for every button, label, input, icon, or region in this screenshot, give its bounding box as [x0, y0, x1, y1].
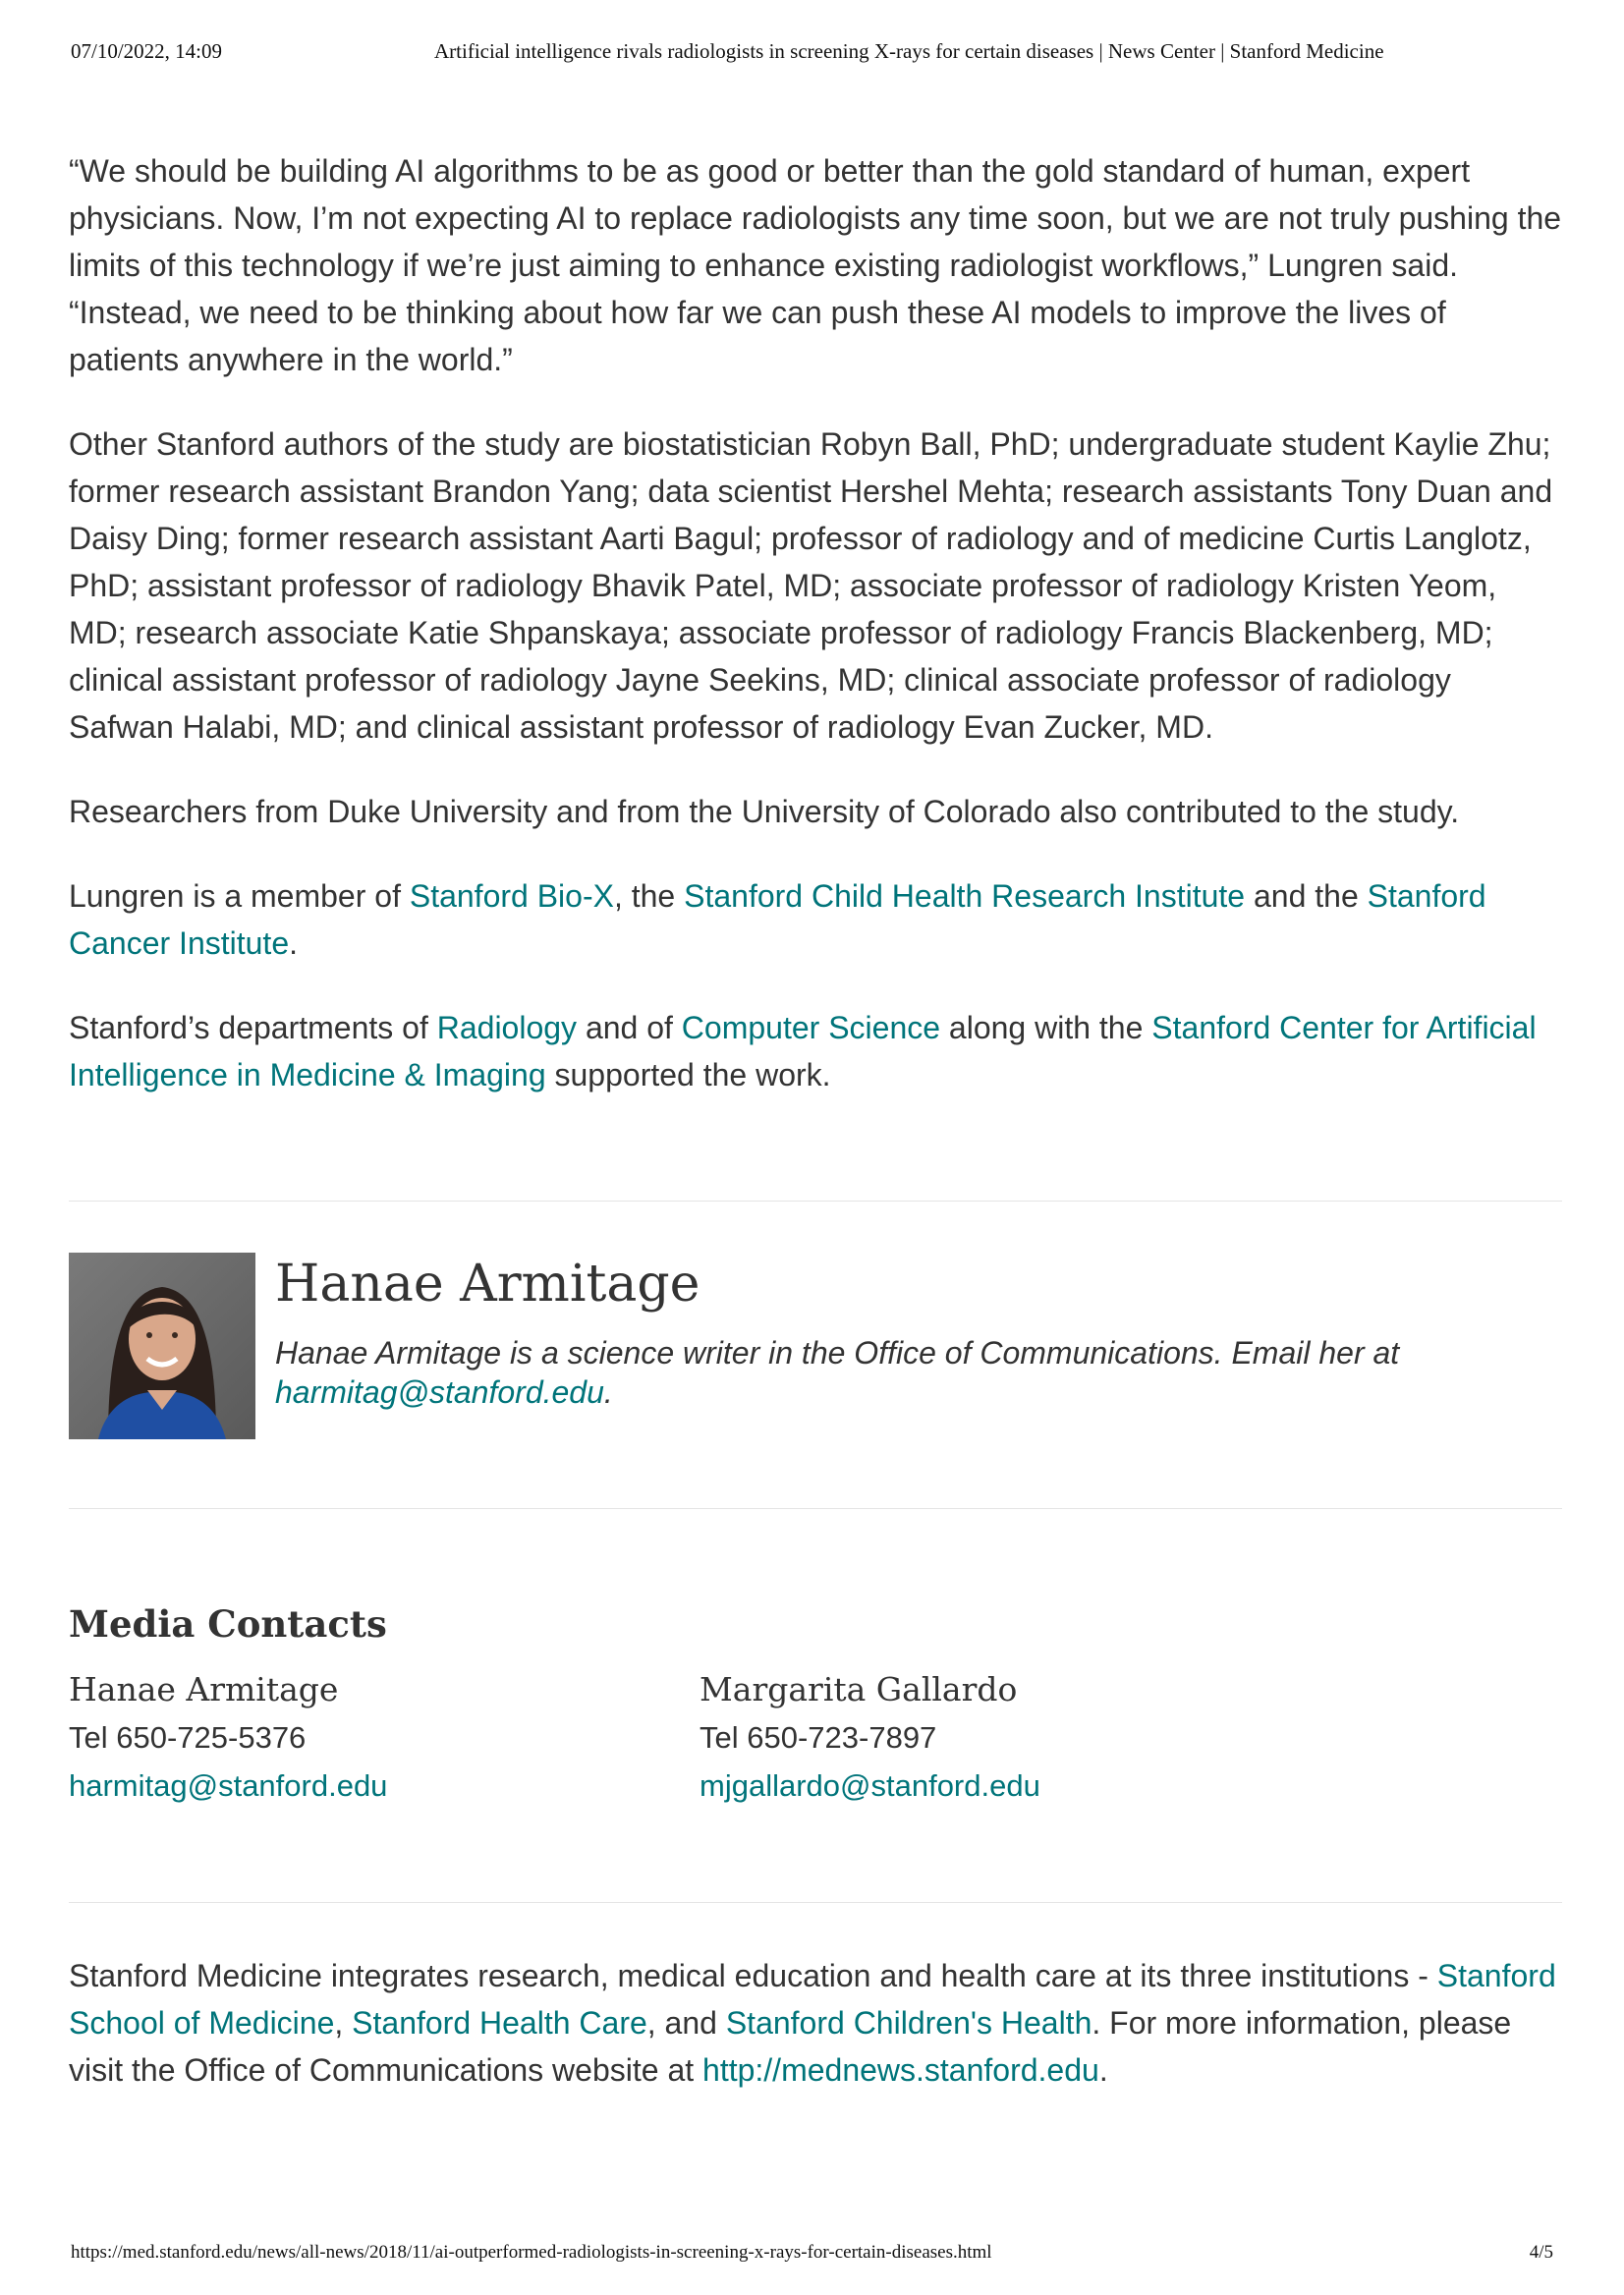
member-text-4: .: [289, 925, 298, 961]
about-text-5: .: [1098, 2052, 1108, 2088]
quote-paragraph: “We should be building AI algorithms to be as good or better than the gold standard of human, expert physicians. Now, I’m not expecting AI to replace radiologists any time soon, but we are not truly pushing the limits of this technology if we’re just aiming to enhance existing radiologist workflows,” Lungren said. “Instead, we need to be thinking about how far we can push these AI models to improve the lives of patients anywhere in the world.”: [69, 153, 1562, 377]
author-card: [69, 1253, 1562, 1439]
contact-name: Hanae Armitage: [69, 1670, 339, 1708]
link-stanford-cancer-institute[interactable]: Stanford Cancer Institute: [69, 878, 1486, 961]
media-contacts: [69, 1666, 1562, 1814]
support-paragraph: [69, 1004, 1562, 1098]
link-mednews[interactable]: http://mednews.stanford.edu: [702, 2052, 1099, 2088]
link-stanford-health-care[interactable]: Stanford Health Care: [352, 2005, 647, 2041]
author-name: Hanae Armitage: [275, 1255, 700, 1314]
author-portrait-image: [69, 1253, 255, 1439]
member-text-2: , the: [613, 878, 685, 914]
author-bio-text: Hanae Armitage is a science writer in the Office of Communications. Email her at: [275, 1335, 1400, 1371]
link-childrens-health[interactable]: Stanford Children's Health: [725, 2005, 1092, 2041]
link-stanford-bio-x[interactable]: Stanford Bio-X: [409, 878, 614, 914]
author-email-link[interactable]: harmitag@stanford.edu: [275, 1374, 604, 1410]
member-text-3: and the: [1245, 878, 1368, 914]
page-number: 4/5: [1529, 2242, 1553, 2263]
print-url: https://med.stanford.edu/news/all-news/2018/11/ai-outperformed-radiologists-in-screening-x-rays-for-certain-diseases.html: [71, 2242, 992, 2263]
contact-name: Margarita Gallardo: [700, 1670, 1018, 1708]
support-text-2: and of: [577, 1010, 682, 1045]
contact-card: [69, 1666, 387, 1810]
author-photo: [69, 1253, 255, 1439]
contact-email-link[interactable]: mjgallardo@stanford.edu: [700, 1768, 1040, 1803]
article-content: [69, 147, 1562, 2131]
contact-card: [700, 1666, 1040, 1810]
about-text-4: . For more information, please visit the Office of Communications website at: [69, 2005, 1512, 2088]
member-paragraph: [69, 872, 1562, 967]
contact-phone: Tel 650-725-5376: [69, 1720, 307, 1755]
contact-email-link[interactable]: harmitag@stanford.edu: [69, 1768, 388, 1803]
authors-paragraph: Other Stanford authors of the study are biostatistician Robyn Ball, PhD; undergraduate student Kaylie Zhu; former research assistant Brandon Yang; data scientist Hershel Mehta; research assistants Tony Duan and Daisy Ding; former research assistant Aarti Bagul; professor of radiology and of medicine Curtis Langlotz, PhD; assistant professor of radiology Bhavik Patel, MD; associate professor of radiology Kristen Yeom, MD; research associate Katie Shpanskaya; associate professor of radiology Francis Blackenberg, MD; clinical assistant professor of radiology Jayne Seekins, MD; clinical associate professor of radiology Safwan Halabi, MD; and clinical assistant professor of radiology Evan Zucker, MD.: [69, 426, 1553, 745]
about-text-2: ,: [334, 2005, 353, 2041]
support-text-3: along with the: [940, 1010, 1152, 1045]
print-header: [71, 39, 1553, 69]
print-datetime: 07/10/2022, 14:09: [71, 39, 223, 63]
link-school-of-medicine[interactable]: Stanford School of Medicine: [69, 1958, 1556, 2041]
print-page-title: Artificial intelligence rivals radiologists in screening X-rays for certain diseases | News Center | Stanford Medicine: [434, 39, 1384, 63]
support-text-4: supported the work.: [545, 1057, 831, 1092]
author-bio: [275, 1333, 1454, 1412]
link-radiology[interactable]: Radiology: [436, 1010, 578, 1045]
author-bio-end: .: [603, 1374, 613, 1410]
about-text-1: Stanford Medicine integrates research, medical education and health care at its three institutions -: [69, 1958, 1437, 1993]
member-text-1: Lungren is a member of: [69, 878, 410, 914]
about-text-3: , and: [646, 2005, 726, 2041]
researchers-paragraph: Researchers from Duke University and from the University of Colorado also contributed to the study.: [69, 794, 1460, 829]
support-text-1: Stanford’s departments of: [69, 1010, 437, 1045]
about-paragraph: [69, 1952, 1562, 2094]
link-child-health-research-institute[interactable]: Stanford Child Health Research Institute: [684, 878, 1246, 914]
media-contacts-title: Media Contacts: [69, 1602, 387, 1646]
link-aimi-center[interactable]: Stanford Center for Artificial Intelligence in Medicine & Imaging: [69, 1010, 1537, 1092]
link-computer-science[interactable]: Computer Science: [681, 1010, 941, 1045]
contact-phone: Tel 650-723-7897: [700, 1720, 937, 1755]
